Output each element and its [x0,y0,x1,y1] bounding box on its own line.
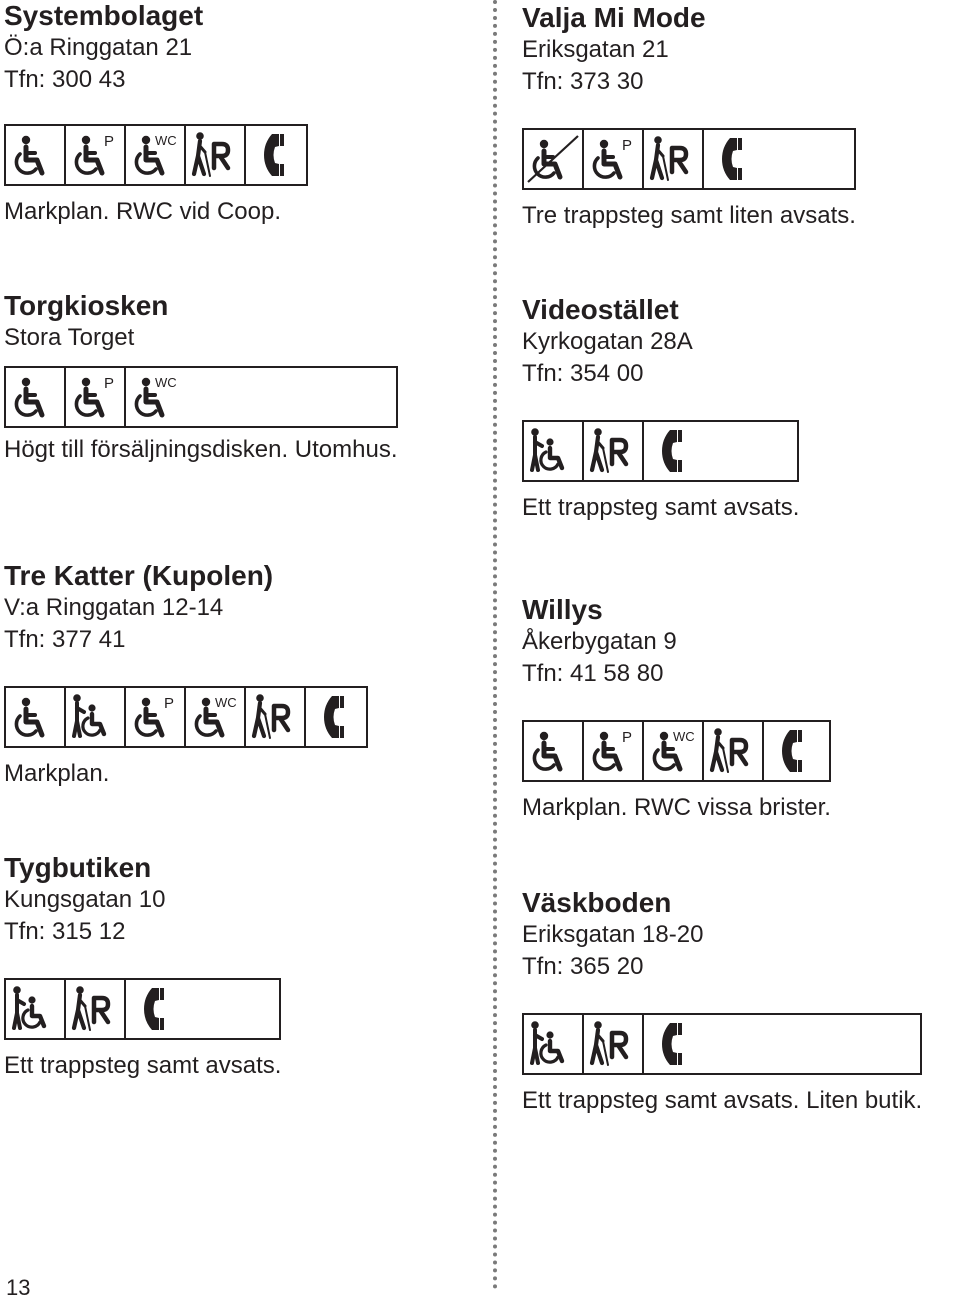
svg-text:P: P [164,695,175,712]
venue-phone: Tfn: 365 20 [522,953,644,980]
venue-address: Kyrkogatan 28A [522,328,693,355]
visually-impaired-icon [584,1015,644,1073]
svg-text:WC: WC [215,695,237,710]
venue-address: Eriksgatan 21 [522,36,669,63]
assisted-wheelchair-icon [524,422,584,480]
telephone-icon [764,722,824,780]
venue-note: Markplan. [4,760,110,787]
visually-impaired-icon [186,126,246,184]
accessibility-icon-strip [4,978,281,1040]
svg-text:P: P [104,375,115,392]
visually-impaired-icon [246,688,306,746]
accessibility-icon-strip [522,1013,922,1075]
venue-phone: Tfn: 377 41 [4,626,126,653]
venue-entry [522,2,856,232]
svg-text:WC: WC [155,133,177,148]
venue-note: Tre trappsteg samt liten avsats. [522,202,856,229]
accessibility-icon-strip [4,686,368,748]
venue-note: Ett trappsteg samt avsats. [522,494,800,521]
wheelchair-parking-icon [66,368,126,426]
svg-text:P: P [622,137,633,154]
venue-name: Willys [522,594,603,625]
venue-name: Systembolaget [4,0,204,31]
venue-address: Eriksgatan 18-20 [522,921,704,948]
venue-address: Ö:a Ringgatan 21 [4,34,193,61]
venue-name: Väskboden [522,887,672,918]
telephone-icon [126,980,186,1038]
wheelchair-icon [6,688,66,746]
wheelchair-parking-icon [66,126,126,184]
accessibility-icon-strip [522,128,856,190]
venue-name: Torgkiosken [4,290,169,321]
venue-entry [4,560,368,790]
wheelchair-wc-icon [126,368,186,426]
venue-name: Tygbutiken [4,852,152,883]
venue-note: Högt till försäljningsdisken. Utomhus. [4,436,398,463]
wheelchair-parking-icon [126,688,186,746]
venue-address: V:a Ringgatan 12-14 [4,594,224,621]
telephone-icon [246,126,306,184]
visually-impaired-icon [66,980,126,1038]
page-number: 13 [6,1275,31,1300]
venue-address: Åkerbygatan 9 [522,628,677,655]
accessibility-icon-strip [522,420,799,482]
wheelchair-icon [524,722,584,780]
venue-address: Kungsgatan 10 [4,886,166,913]
venue-note: Markplan. RWC vid Coop. [4,198,281,225]
accessibility-icon-strip [4,366,398,428]
venue-name: Valja Mi Mode [522,2,706,33]
assisted-wheelchair-icon [6,980,66,1038]
venue-entry [4,290,398,466]
telephone-icon [644,422,704,480]
wheelchair-wc-icon [126,126,186,184]
venue-phone: Tfn: 315 12 [4,918,126,945]
venue-phone: Tfn: 373 30 [522,68,644,95]
assisted-wheelchair-icon [66,688,126,746]
wheelchair-wc-icon [186,688,246,746]
wheelchair-icon [6,126,66,184]
venue-address: Stora Torget [4,324,135,351]
wheelchair-wc-icon [644,722,704,780]
telephone-icon [704,130,764,188]
venue-note: Ett trappsteg samt avsats. Liten butik. [522,1087,923,1114]
venue-name: Tre Katter (Kupolen) [4,560,274,591]
visually-impaired-icon [704,722,764,780]
visually-impaired-icon [644,130,704,188]
venue-phone: Tfn: 354 00 [522,360,644,387]
svg-text:WC: WC [155,375,177,390]
telephone-icon [644,1015,704,1073]
wheelchair-parking-icon [584,722,644,780]
svg-text:P: P [104,133,115,150]
venue-entry [4,852,281,1082]
venue-phone: Tfn: 41 58 80 [522,660,664,687]
venue-entry [522,594,831,824]
venue-entry [4,0,308,228]
telephone-icon [306,688,366,746]
venue-name: Videostället [522,294,679,325]
svg-text:WC: WC [673,729,695,744]
accessibility-icon-strip [522,720,831,782]
venue-note: Markplan. RWC vissa brister. [522,794,831,821]
svg-text:P: P [622,729,633,746]
wheelchair-parking-icon [584,130,644,188]
visually-impaired-icon [584,422,644,480]
venue-phone: Tfn: 300 43 [4,66,126,93]
accessibility-icon-strip [4,124,308,186]
venue-entry [522,294,799,524]
venue-note: Ett trappsteg samt avsats. [4,1052,282,1079]
column-divider [493,0,497,1290]
no-wheelchair-icon [524,130,584,188]
assisted-wheelchair-icon [524,1015,584,1073]
wheelchair-icon [6,368,66,426]
venue-entry [522,887,922,1117]
